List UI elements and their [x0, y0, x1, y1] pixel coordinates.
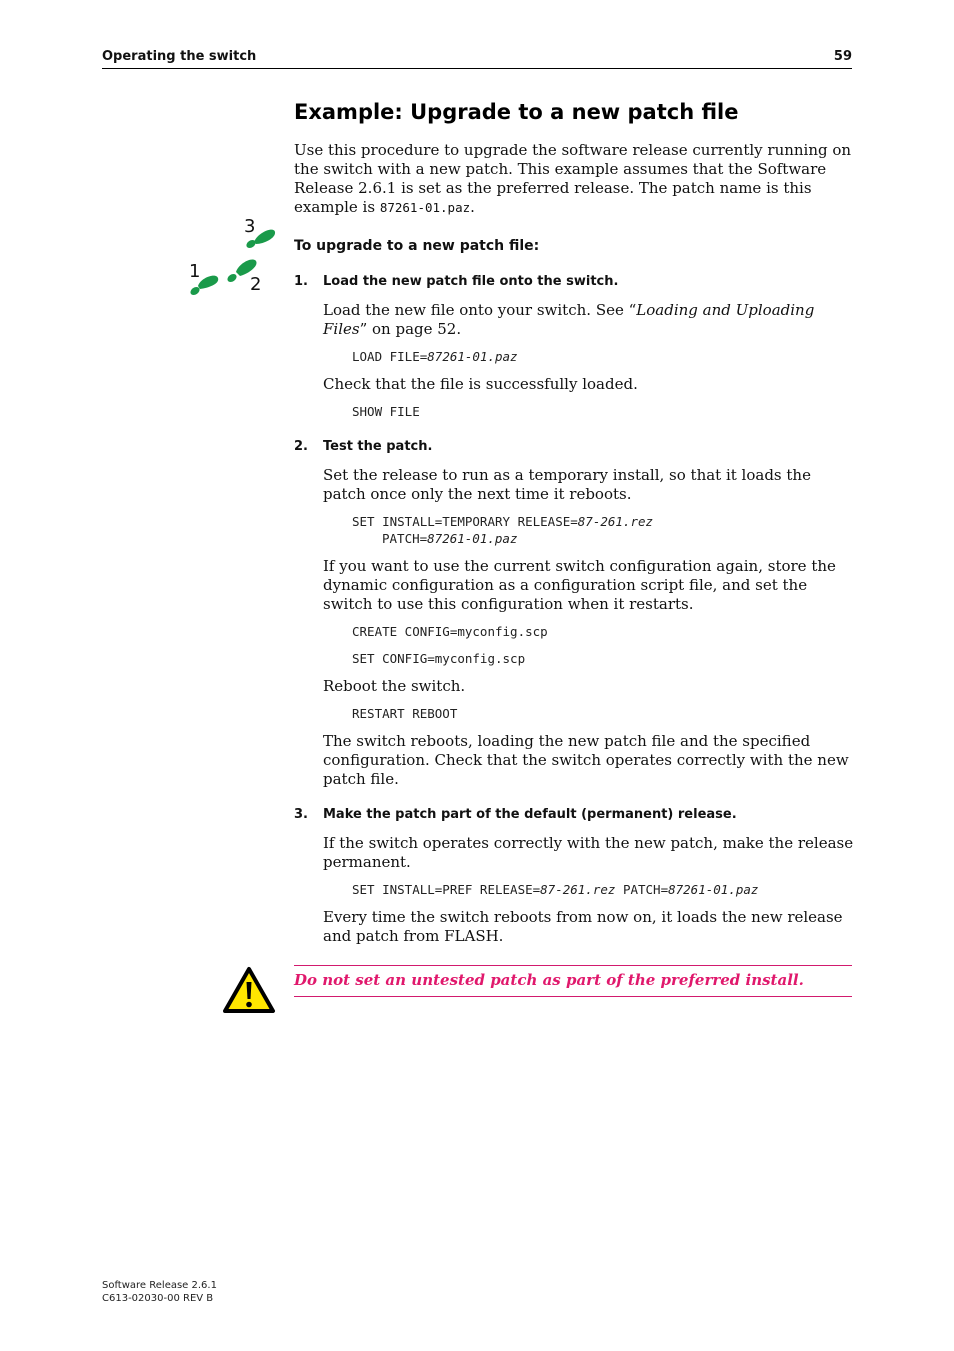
code-set-install-temporary: SET INSTALL=TEMPORARY RELEASE=87-261.rez PATCH=87261-01.paz [352, 514, 654, 546]
cross-reference: Loading and Uploading Files [323, 301, 815, 338]
step-number: 2. [294, 439, 308, 454]
step-2-paragraph-3: Reboot the switch. [323, 677, 466, 695]
step-icon-label-3: 3 [244, 216, 256, 237]
step-3-heading [294, 806, 854, 824]
step-2-heading [294, 438, 854, 456]
step-icon-label-2: 2 [250, 274, 262, 295]
intro-patch-name: 87261-01.paz [379, 200, 471, 215]
step-1-heading [294, 273, 854, 291]
footer-doc-id: C613-02030-00 REV B [102, 1293, 214, 1304]
steps-icon [186, 214, 276, 298]
warning-icon [222, 966, 276, 1014]
procedure-title: To upgrade to a new patch file: [294, 238, 540, 254]
step-1-paragraph-1: Load the new file onto your switch. See “Loading and Uploading Files” on page 52. [323, 301, 815, 338]
step-icon-label-1: 1 [189, 261, 201, 282]
step-2-paragraph-4: The switch reboots, loading the new patch file and the specified configuration. Check that the switch operates correctly with the new patch file. [323, 732, 849, 788]
warning-box [294, 965, 852, 997]
code-set-config: SET CONFIG=myconfig.scp [352, 651, 526, 666]
code-load-file: LOAD FILE=87261-01.paz [352, 349, 518, 364]
code-set-install-pref: SET INSTALL=PREF RELEASE=87-261.rez PATCH=87261-01.paz [352, 882, 759, 897]
header-section-title: Operating the switch [102, 49, 257, 64]
step-1-paragraph-2: Check that the file is successfully loaded. [323, 375, 638, 393]
step-3-paragraph-1: If the switch operates correctly with the new patch, make the release permanent. [323, 834, 854, 871]
page-title: Example: Upgrade to a new patch file [294, 100, 739, 124]
step-title: Make the patch part of the default (permanent) release. [323, 807, 737, 822]
intro-paragraph: Use this procedure to upgrade the software release currently running on the switch with a new patch. This example assumes that the Software Release 2.6.1 is set as the preferred release. The patch name is this example is 87261-01.paz. [294, 141, 852, 216]
page-footer [102, 1279, 217, 1305]
header-page-number: 59 [833, 49, 852, 64]
warning-text: Do not set an untested patch as part of the preferred install. [294, 971, 804, 989]
step-title: Load the new patch file onto the switch. [323, 274, 619, 289]
step-2-paragraph-2: If you want to use the current switch configuration again, store the dynamic configuration as a configuration script file, and set the switch to use this configuration when it restarts. [323, 557, 836, 613]
step-number: 3. [294, 807, 308, 822]
step-number: 1. [294, 274, 308, 289]
page-header [102, 48, 852, 69]
code-restart-reboot: RESTART REBOOT [352, 706, 458, 721]
code-create-config: CREATE CONFIG=myconfig.scp [352, 624, 548, 639]
step-2-paragraph-1: Set the release to run as a temporary install, so that it loads the patch once only the next time it reboots. [323, 466, 811, 503]
step-title: Test the patch. [323, 439, 433, 454]
main-content [294, 97, 854, 955]
code-show-file: SHOW FILE [352, 404, 420, 419]
step-3-paragraph-2: Every time the switch reboots from now on, it loads the new release and patch from FLASH. [323, 908, 843, 945]
footer-release: Software Release 2.6.1 [102, 1280, 217, 1291]
